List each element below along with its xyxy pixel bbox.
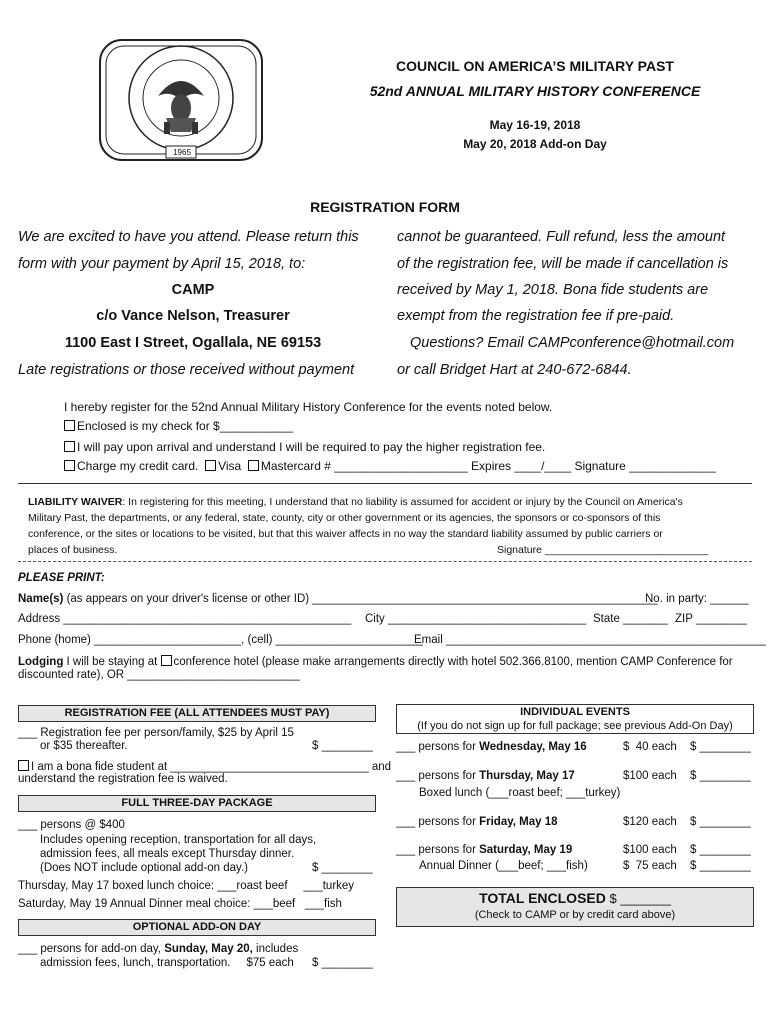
names-label: Name(s) bbox=[18, 593, 64, 605]
friday-amount[interactable]: $ ________ bbox=[690, 816, 751, 828]
party-count-field[interactable]: No. in party: ______ bbox=[645, 593, 749, 605]
individual-events-subtitle: (If you do not sign up for full package; see previous Add-On Day) bbox=[417, 720, 733, 732]
zip-field[interactable]: ZIP ________ bbox=[675, 613, 748, 625]
registration-fee-line-1: ___ Registration fee per person/family, $25 by April 15 bbox=[18, 727, 294, 739]
total-enclosed-row bbox=[397, 890, 753, 908]
wednesday-event: ___ persons for Wednesday, May 16 bbox=[396, 741, 587, 753]
thursday-lunch-choice: Thursday, May 17 boxed lunch choice: ___roast beef ___turkey bbox=[18, 880, 355, 892]
friday-price: $120 each bbox=[623, 816, 677, 828]
saturday-dinner-choice: Saturday, May 19 Annual Dinner meal choice: ___beef ___fish bbox=[18, 898, 342, 910]
full-package-amount[interactable]: $ ________ bbox=[312, 862, 373, 874]
credit-card-checkbox[interactable] bbox=[64, 460, 75, 471]
friday-event: ___ persons for Friday, May 18 bbox=[396, 816, 558, 828]
student-waiver-row: I am a bona fide student at _______________________________ and bbox=[18, 760, 391, 773]
visa-label: Visa bbox=[218, 459, 242, 473]
lodging-label: Lodging bbox=[18, 656, 64, 668]
divider bbox=[18, 561, 752, 562]
addon-amount[interactable]: $ ________ bbox=[312, 957, 373, 969]
intro-right-line-6: or call Bridget Hart at 240-672-6844. bbox=[397, 362, 632, 378]
saturday-dinner-price: $ 75 each bbox=[623, 860, 677, 872]
saturday-dinner-option: Annual Dinner (___beef; ___fish) bbox=[419, 860, 588, 872]
optional-addon-header: OPTIONAL ADD-ON DAY bbox=[18, 919, 376, 936]
state-field[interactable]: State _______ bbox=[593, 613, 668, 625]
option-arrival-row bbox=[64, 440, 744, 454]
registration-fee-line-2: or $35 thereafter. bbox=[40, 740, 128, 752]
conference-title: 52nd ANNUAL MILITARY HISTORY CONFERENCE bbox=[369, 83, 701, 99]
waiver-line-4: places of business. Signature ____________________________ bbox=[28, 544, 709, 556]
option-credit-row bbox=[64, 459, 754, 473]
individual-events-title: INDIVIDUAL EVENTS bbox=[520, 706, 630, 718]
pay-on-arrival-label: I will pay upon arrival and understand I will be required to pay the higher registration fee. bbox=[77, 440, 546, 454]
saturday-dinner-amount[interactable]: $ ________ bbox=[690, 860, 751, 872]
saturday-price: $100 each bbox=[623, 844, 677, 856]
register-statement: I hereby register for the 52nd Annual Military History Conference for the events noted below. bbox=[64, 400, 553, 414]
conference-dates: May 16-19, 2018 bbox=[489, 118, 581, 132]
student-waiver-line-2: understand the registration fee is waived. bbox=[18, 773, 228, 785]
addon-date: May 20, 2018 Add-on Day bbox=[463, 137, 607, 151]
total-enclosed-amount[interactable]: $ _______ bbox=[605, 891, 671, 906]
intro-right-line-4: exempt from the registration fee if pre-paid. bbox=[397, 308, 675, 324]
full-package-header: FULL THREE-DAY PACKAGE bbox=[18, 795, 376, 812]
mastercard-checkbox[interactable] bbox=[248, 460, 259, 471]
lodging-row: Lodging I will be staying at conference hotel (please make arrangements directly with hotel 502.366.8100, mention CAMP Conference for bbox=[18, 656, 733, 668]
mail-address: 1100 East I Street, Ogallala, NE 69153 bbox=[64, 335, 322, 351]
thursday-amount[interactable]: $ ________ bbox=[690, 770, 751, 782]
conference-hotel-checkbox[interactable] bbox=[161, 655, 172, 666]
email-field[interactable]: Email __________________________________________________ bbox=[414, 634, 766, 646]
intro-right-line-5: Questions? Email CAMPconference@hotmail.com bbox=[410, 335, 735, 351]
address-field[interactable]: Address _____________________________________________ bbox=[18, 613, 352, 625]
thursday-event: ___ persons for Thursday, May 17 bbox=[396, 770, 575, 782]
registration-fee-amount[interactable]: $ ________ bbox=[312, 740, 373, 752]
council-seal-logo bbox=[96, 38, 266, 166]
intro-left-line-2: form with your payment by April 15, 2018, to: bbox=[18, 256, 306, 272]
intro-right-line-2: of the registration fee, will be made if cancellation is bbox=[397, 256, 729, 272]
waiver-line-1: LIABILITY WAIVER: In registering for this meeting, I understand that no liability is assumed for accident or injury by the Council on America's bbox=[28, 496, 683, 508]
intro-left-line-1: We are excited to have you attend. Please return this bbox=[18, 229, 359, 245]
wednesday-amount[interactable]: $ ________ bbox=[690, 741, 751, 753]
full-package-includes-1: Includes opening reception, transportation for all days, bbox=[40, 834, 317, 846]
credit-card-label: Charge my credit card. bbox=[77, 459, 199, 473]
total-enclosed-label: TOTAL ENCLOSED bbox=[479, 890, 606, 906]
waiver-label: LIABILITY WAIVER bbox=[28, 496, 123, 508]
waiver-line-2: Military Past, the departments, or any federal, state, county, city or other government or its agencies, the sponsors or co-sponsors of this bbox=[28, 512, 661, 524]
city-field[interactable]: City _______________________________ bbox=[365, 613, 587, 625]
waiver-line-3: conference, or the sites or locations to be visited, but that this waiver affects in no way the standard liability assumed by public carriers or bbox=[28, 528, 663, 540]
pay-on-arrival-checkbox[interactable] bbox=[64, 441, 75, 452]
divider bbox=[18, 483, 752, 484]
registration-fee-header: REGISTRATION FEE (ALL ATTENDEES MUST PAY) bbox=[18, 705, 376, 722]
thursday-price: $100 each bbox=[623, 770, 677, 782]
liability-waiver bbox=[28, 494, 744, 558]
saturday-amount[interactable]: $ ________ bbox=[690, 844, 751, 856]
mail-to-camp: CAMP bbox=[171, 282, 215, 298]
mastercard-card-fields: Mastercard # ____________________ Expires ____/____ Signature _____________ bbox=[260, 459, 716, 473]
intro-right-line-1: cannot be guaranteed. Full refund, less the amount bbox=[397, 229, 726, 245]
student-checkbox[interactable] bbox=[18, 760, 29, 771]
please-print-title: PLEASE PRINT: bbox=[18, 572, 105, 584]
full-package-persons: ___ persons @ $400 bbox=[18, 819, 125, 831]
intro-right-line-3: received by May 1, 2018. Bona fide students are bbox=[397, 282, 709, 298]
full-package-includes-2: admission fees, all meals except Thursday dinner. bbox=[40, 848, 295, 860]
saturday-event: ___ persons for Saturday, May 19 bbox=[396, 844, 573, 856]
wednesday-price: $ 40 each bbox=[623, 741, 677, 753]
waiver-signature[interactable]: Signature ____________________________ bbox=[497, 544, 709, 556]
check-enclosed-label: Enclosed is my check for $___________ bbox=[77, 419, 294, 433]
check-enclosed-checkbox[interactable] bbox=[64, 420, 75, 431]
total-enclosed-box bbox=[396, 887, 754, 927]
addon-line-1: ___ persons for add-on day, Sunday, May 20, includes bbox=[18, 943, 299, 955]
intro-left-line-6: Late registrations or those received without payment bbox=[18, 362, 355, 378]
org-name: COUNCIL ON AMERICA’S MILITARY PAST bbox=[396, 58, 674, 74]
addon-line-2: admission fees, lunch, transportation. $75 each bbox=[40, 957, 294, 969]
total-enclosed-note: (Check to CAMP or by credit card above) bbox=[474, 909, 676, 921]
full-package-includes-3: (Does NOT include optional add-on day.) bbox=[40, 862, 248, 874]
phone-fields[interactable]: Phone (home) _______________________, (cell) _______________________ bbox=[18, 634, 423, 646]
visa-checkbox[interactable] bbox=[205, 460, 216, 471]
lodging-other-field[interactable]: discounted rate), OR ___________________________ bbox=[18, 669, 300, 681]
option-check-row bbox=[64, 419, 744, 433]
thursday-lunch-option: Boxed lunch (___roast beef; ___turkey) bbox=[419, 787, 621, 799]
individual-events-header bbox=[396, 704, 754, 734]
logo-year: 1965 bbox=[173, 148, 191, 157]
mail-care-of: c/o Vance Nelson, Treasurer bbox=[96, 308, 290, 324]
names-field[interactable]: Name(s) (as appears on your driver's license or other ID) ______________________________________________________ bbox=[18, 593, 658, 605]
form-title: REGISTRATION FORM bbox=[310, 199, 460, 215]
